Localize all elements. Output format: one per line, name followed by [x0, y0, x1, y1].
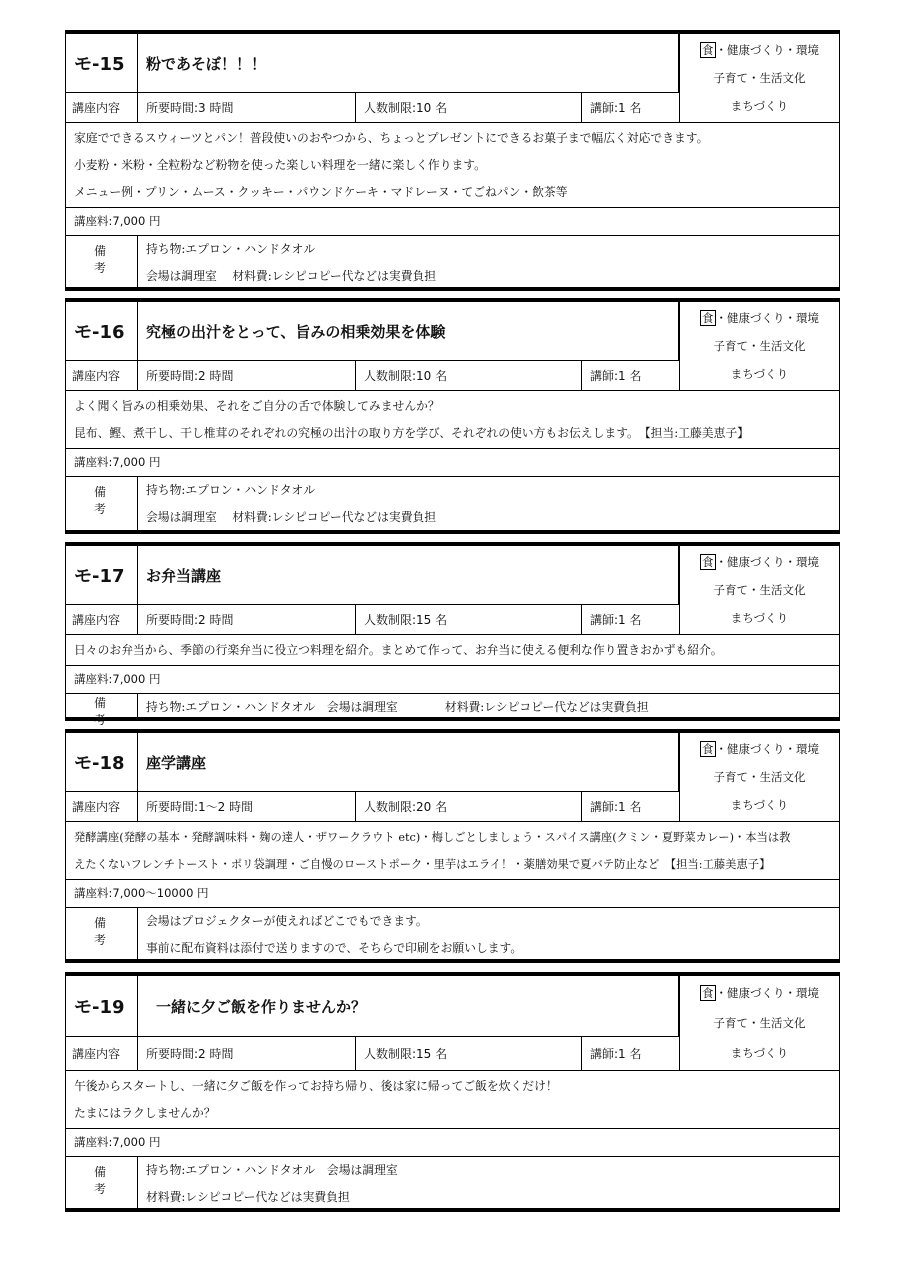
- note-line: 会場は調理室 材料費:レシピコピー代などは実費負担: [146, 510, 437, 524]
- note-line: 持ち物:エプロン・ハンドタオル: [146, 483, 316, 497]
- content-label: 講座内容: [66, 93, 138, 122]
- capacity: 人数制限:15 名: [356, 605, 582, 634]
- category-line-3: まちづくり: [730, 99, 789, 113]
- content-label: 講座内容: [66, 361, 138, 390]
- course-code: モ-16: [66, 302, 138, 360]
- info-row: [66, 92, 679, 122]
- note-line: 材料費:レシピコピー代などは実費負担: [146, 1190, 350, 1204]
- notes-label: 備考: [66, 1157, 138, 1212]
- category-line-3: まちづくり: [730, 611, 789, 625]
- description: [66, 122, 839, 207]
- notes: [146, 477, 831, 531]
- course-card: [65, 729, 840, 963]
- duration: 所要時間:3 時間: [138, 93, 356, 122]
- category-line-1: 食 ・健康づくり・環境: [702, 742, 819, 756]
- description-line: 家庭でできるスウィーツとパン！普段使いのおやつから、ちょっとプレゼントにできるお菓子まで幅広く対応できます。: [74, 131, 709, 145]
- course-code: モ-15: [66, 34, 138, 92]
- description-line: よく聞く旨みの相乗効果、それをご自分の舌で体験してみませんか？: [74, 399, 440, 413]
- category-box: [679, 546, 839, 634]
- category-line-2: 子育て・生活文化: [713, 339, 806, 353]
- category-line-3: まちづくり: [730, 798, 789, 812]
- note-line: 事前に配布資料は添付で送りますので、そちらで印刷をお願いします。: [146, 941, 523, 955]
- description: [66, 1070, 839, 1128]
- capacity: 人数制限:20 名: [356, 792, 582, 821]
- capacity: 人数制限:10 名: [356, 93, 582, 122]
- description-line: メニュー例・プリン・ムース・クッキー・パウンドケーキ・マドレーヌ・てごねパン・飲茶等: [74, 185, 568, 199]
- category-box: [679, 733, 839, 821]
- category-line-2: 子育て・生活文化: [713, 71, 806, 85]
- notes-row: [66, 476, 839, 532]
- description-line: 昆布、鰹、煮干し、干し椎茸のそれぞれの究極の出汁の取り方を学び、それぞれの使い方もお伝えします。 【担当:工藤美恵子】: [74, 426, 749, 440]
- category-line-3: まちづくり: [730, 367, 789, 381]
- note-line: 会場はプロジェクターが使えればどこでもできます。: [146, 914, 428, 928]
- category-line-1: 食 ・健康づくり・環境: [702, 43, 819, 57]
- notes-label: 備考: [66, 694, 138, 721]
- notes-label: 備考: [66, 236, 138, 291]
- fee-row: [66, 448, 839, 476]
- course-fee: 講座料:7,000 円: [74, 214, 161, 228]
- course-title: 粉であそぼ！！！: [138, 34, 679, 92]
- fee-row: [66, 879, 839, 907]
- course-code: モ-18: [66, 733, 138, 791]
- fee-row: [66, 207, 839, 235]
- duration: 所要時間:2 時間: [138, 605, 356, 634]
- course-fee: 講座料:7,000 円: [74, 672, 161, 686]
- course-title: 究極の出汁をとって、旨みの相乗効果を体験: [138, 302, 679, 360]
- category-selected: 食: [702, 311, 714, 325]
- capacity: 人数制限:15 名: [356, 1037, 582, 1070]
- category-line-2: 子育て・生活文化: [713, 770, 806, 784]
- category-box: [679, 976, 839, 1070]
- category-line-1: 食 ・健康づくり・環境: [702, 555, 819, 569]
- category-line-2: 子育て・生活文化: [713, 583, 806, 597]
- notes-label: 備考: [66, 908, 138, 963]
- category-line-3: まちづくり: [730, 1046, 789, 1060]
- capacity: 人数制限:10 名: [356, 361, 582, 390]
- notes: [146, 1157, 831, 1211]
- category-box: [679, 302, 839, 390]
- category-box: [679, 34, 839, 122]
- course-card: [65, 30, 840, 291]
- note-line: 会場は調理室 材料費:レシピコピー代などは実費負担: [146, 269, 437, 283]
- course-title: お弁当講座: [138, 546, 679, 604]
- notes: [146, 908, 831, 962]
- course-card: [65, 972, 840, 1212]
- instructors: 講師:1 名: [590, 1047, 642, 1061]
- course-card: [65, 542, 840, 727]
- description-line: 小麦粉・米粉・全粒粉など粉物を使った楽しい料理を一緒に楽しく作ります。: [74, 158, 486, 172]
- info-row: [66, 791, 679, 821]
- course-title: 座学講座: [138, 733, 679, 791]
- description-line: 午後からスタートし、一緒に夕ご飯を作ってお持ち帰り、後は家に帰ってご飯を炊くだけ！: [74, 1079, 558, 1093]
- course-code: モ-17: [66, 546, 138, 604]
- description-line: 日々のお弁当から、季節の行楽弁当に役立つ料理を紹介。まとめて作って、お弁当に使える便利な作り置きおかずも紹介。: [74, 643, 723, 657]
- course-fee: 講座料:7,000 円: [74, 1135, 161, 1149]
- fee-row: [66, 665, 839, 693]
- course-title: 一緒に夕ご飯を作りませんか？: [138, 976, 679, 1036]
- duration: 所要時間:1～2 時間: [138, 792, 356, 821]
- content-label: 講座内容: [66, 1037, 138, 1070]
- instructors: 講師:1 名: [590, 613, 642, 627]
- note-line: 持ち物:エプロン・ハンドタオル 会場は調理室 材料費:レシピコピー代などは実費負担: [146, 700, 649, 714]
- notes-row: [66, 1156, 839, 1212]
- description: [66, 821, 839, 879]
- category-selected: 食: [702, 986, 714, 1000]
- info-row: [66, 1036, 679, 1070]
- description-line: たまにはラクしませんか？: [74, 1106, 216, 1120]
- notes-row: [66, 907, 839, 963]
- note-line: 持ち物:エプロン・ハンドタオル 会場は調理室: [146, 1163, 398, 1177]
- duration: 所要時間:2 時間: [138, 361, 356, 390]
- instructors: 講師:1 名: [590, 369, 642, 383]
- category-line-1: 食 ・健康づくり・環境: [702, 986, 819, 1000]
- notes-row: [66, 235, 839, 291]
- instructors: 講師:1 名: [590, 800, 642, 814]
- content-label: 講座内容: [66, 605, 138, 634]
- course-fee: 講座料:7,000～10000 円: [74, 886, 209, 900]
- content-label: 講座内容: [66, 792, 138, 821]
- notes: [146, 694, 831, 721]
- notes-row: [66, 693, 839, 727]
- duration: 所要時間:2 時間: [138, 1037, 356, 1070]
- course-code: モ-19: [66, 976, 138, 1036]
- category-selected: 食: [702, 742, 714, 756]
- category-line-1: 食 ・健康づくり・環境: [702, 311, 819, 325]
- description-line: えたくないフレンチトースト・ポリ袋調理・ご自慢のローストポーク・里芋はエライ！・薬膳効果で夏バテ防止など 【担当:工藤美恵子】: [74, 858, 771, 871]
- category-selected: 食: [702, 555, 714, 569]
- description-line: 発酵講座(発酵の基本・発酵調味料・麹の達人・ザワークラウト etc)・梅しごとしましょう・スパイス講座(クミン・夏野菜カレー)・本当は教: [74, 831, 791, 844]
- instructors: 講師:1 名: [590, 101, 642, 115]
- category-selected: 食: [702, 43, 714, 57]
- fee-row: [66, 1128, 839, 1156]
- category-line-2: 子育て・生活文化: [713, 1016, 806, 1030]
- course-card: [65, 298, 840, 534]
- note-line: 持ち物:エプロン・ハンドタオル: [146, 242, 316, 256]
- info-row: [66, 360, 679, 390]
- info-row: [66, 604, 679, 634]
- notes: [146, 236, 831, 290]
- description: [66, 634, 839, 665]
- course-fee: 講座料:7,000 円: [74, 455, 161, 469]
- description: [66, 390, 839, 448]
- notes-label: 備考: [66, 477, 138, 532]
